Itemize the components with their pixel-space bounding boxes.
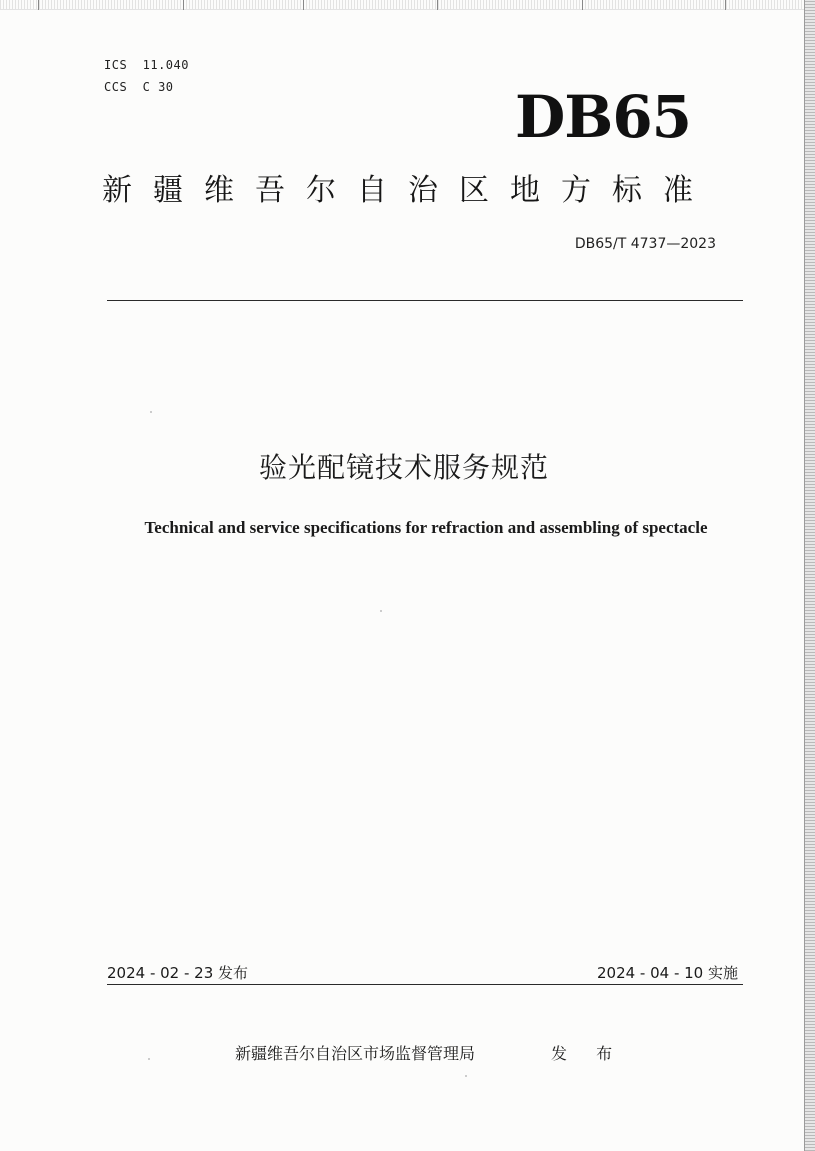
ccs-code: CCS C 30 <box>104 80 174 94</box>
standard-type: 新疆维吾尔自治区地方标准 <box>102 173 714 208</box>
scan-tick <box>38 0 39 10</box>
scan-tick <box>582 0 583 10</box>
scan-tick <box>303 0 304 10</box>
header-divider <box>107 300 743 301</box>
scan-tick <box>725 0 726 10</box>
title-english: Technical and service specifications for refraction and assembling of spectacle <box>144 518 708 537</box>
issue-label: 发 布 <box>551 1044 625 1063</box>
db-code: DB65 <box>515 83 692 151</box>
issue-date: 2024 - 02 - 23 发布 <box>107 964 249 982</box>
title-chinese: 验光配镜技术服务规范 <box>258 451 549 484</box>
issuing-authority: 新疆维吾尔自治区市场监督管理局 <box>235 1044 476 1063</box>
footer-divider <box>107 984 743 985</box>
ics-code: ICS 11.040 <box>104 58 189 72</box>
scan-right-edge <box>804 0 815 1151</box>
scan-tick <box>437 0 438 10</box>
scan-top-edge <box>0 0 808 10</box>
scan-speck <box>380 610 382 612</box>
implementation-date: 2024 - 04 - 10 实施 <box>596 964 738 982</box>
scan-speck <box>150 411 152 413</box>
scan-speck <box>465 1075 467 1077</box>
scan-speck <box>148 1058 150 1060</box>
standard-number: DB65/T 4737—2023 <box>574 236 716 252</box>
scan-tick <box>183 0 184 10</box>
